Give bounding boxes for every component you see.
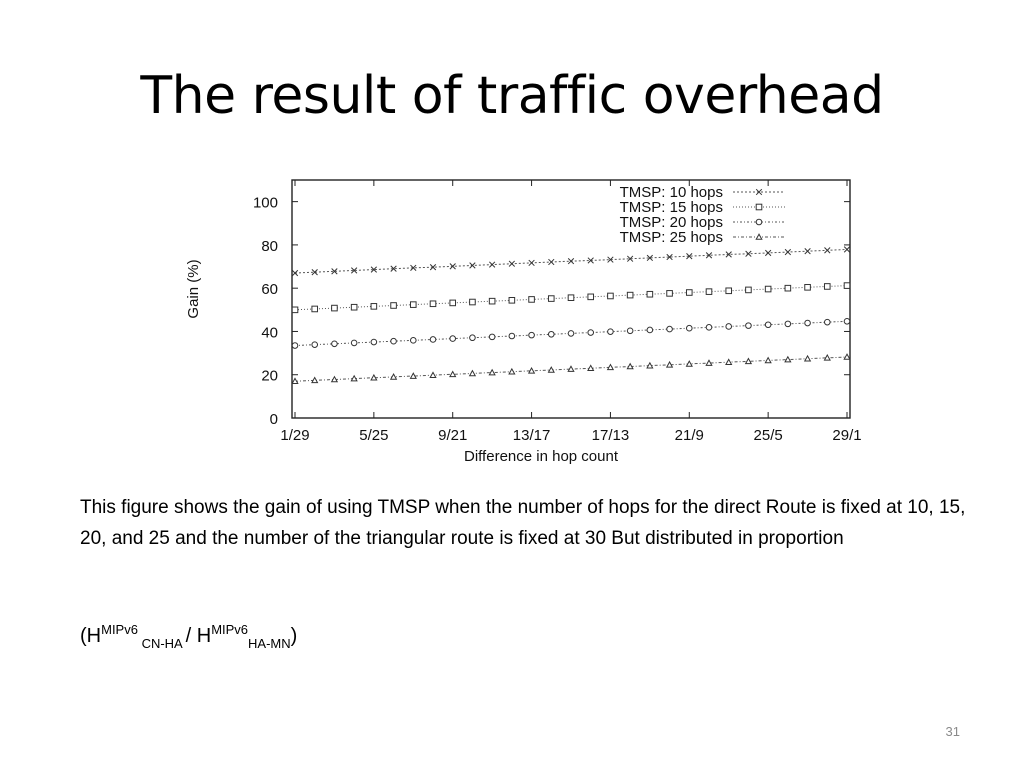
data-point	[509, 369, 515, 374]
data-point	[844, 318, 850, 324]
data-point	[548, 331, 554, 337]
series-2	[292, 283, 850, 313]
figure-description: This figure shows the gain of using TMSP when the number of hops for the direct Route is fixed at 10, 15, 20, and 25 and the number of the triangular route is fixed at 30 But distributed in proportion	[80, 497, 966, 549]
data-point	[351, 304, 357, 310]
data-point	[785, 321, 791, 327]
data-point	[292, 307, 298, 313]
data-point	[805, 320, 811, 326]
series-1	[292, 247, 850, 276]
y-tick-label: 40	[261, 324, 278, 342]
data-point	[568, 295, 574, 301]
x-axis-label: Difference in hop count	[464, 448, 618, 465]
data-point	[529, 368, 535, 373]
data-point	[647, 327, 653, 333]
data-point	[450, 264, 456, 270]
data-point	[410, 302, 416, 308]
slide-title: The result of traffic overhead	[140, 66, 884, 126]
data-point	[568, 366, 574, 371]
data-point	[489, 262, 495, 268]
formula-sup-2: MIPv6	[211, 622, 249, 637]
data-point	[489, 298, 495, 304]
page-number: 31	[945, 724, 960, 739]
data-point	[726, 288, 732, 294]
data-point	[824, 284, 830, 290]
data-point	[844, 247, 850, 253]
data-point	[686, 290, 692, 296]
data-point	[351, 340, 357, 346]
data-point	[430, 301, 436, 307]
data-point	[312, 378, 318, 383]
data-point	[548, 259, 554, 265]
data-point	[391, 303, 397, 309]
data-point	[450, 371, 456, 376]
data-point	[805, 356, 811, 361]
data-point	[746, 359, 752, 364]
data-point	[568, 258, 574, 264]
data-point	[548, 296, 554, 302]
data-point	[785, 357, 791, 362]
data-point	[568, 331, 574, 337]
data-point	[608, 329, 614, 335]
x-tick-label: 17/13	[591, 427, 630, 444]
data-point	[489, 370, 495, 375]
data-point	[292, 343, 298, 349]
data-point	[371, 375, 377, 380]
hop-ratio-formula	[80, 615, 297, 659]
data-point	[647, 291, 653, 297]
data-point	[667, 362, 673, 367]
data-point	[785, 285, 791, 291]
data-point	[450, 300, 456, 306]
data-point	[706, 289, 712, 295]
data-point	[765, 322, 771, 328]
data-point	[529, 297, 535, 303]
data-point	[608, 365, 614, 370]
data-point	[844, 283, 850, 289]
data-point	[548, 367, 554, 372]
x-tick-label: 21/9	[674, 427, 704, 444]
series-3	[292, 318, 850, 348]
data-point	[588, 365, 594, 370]
data-point	[509, 261, 515, 267]
data-point	[667, 291, 673, 297]
gain-chart	[168, 172, 868, 472]
data-point	[627, 292, 633, 298]
y-tick-label: 60	[261, 281, 278, 299]
data-point	[824, 319, 830, 325]
data-point	[470, 299, 476, 305]
data-point	[391, 338, 397, 344]
data-point	[529, 260, 535, 266]
data-point	[312, 306, 318, 312]
data-point	[706, 325, 712, 331]
legend-label: TMSP: 25 hops	[619, 229, 723, 246]
x-tick-label: 5/25	[359, 427, 389, 444]
data-point	[410, 338, 416, 344]
formula-open: (H	[80, 625, 102, 647]
data-point	[332, 377, 338, 382]
data-point	[746, 287, 752, 293]
data-point	[430, 372, 436, 377]
legend-label: TMSP: 20 hops	[619, 214, 723, 231]
data-point	[824, 248, 830, 254]
data-point	[312, 342, 318, 348]
data-point	[844, 354, 850, 359]
data-point	[765, 358, 771, 363]
formula-sub-1: CN-HA	[137, 636, 186, 651]
data-point	[450, 336, 456, 342]
legend-marker	[756, 234, 762, 239]
x-tick-label: 25/5	[753, 427, 783, 444]
formula-close: )	[290, 625, 298, 647]
x-tick-label: 13/17	[512, 427, 551, 444]
y-tick-label: 0	[269, 411, 278, 428]
data-point	[391, 374, 397, 379]
data-point	[746, 323, 752, 329]
data-point	[489, 334, 495, 340]
data-point	[726, 324, 732, 330]
data-point	[588, 330, 594, 336]
data-point	[292, 378, 298, 383]
legend-label: TMSP: 15 hops	[619, 199, 723, 216]
formula-sub-2: HA-MN	[248, 636, 291, 651]
data-point	[706, 360, 712, 365]
x-tick-label: 9/21	[438, 427, 468, 444]
x-tick-label: 1/29	[280, 427, 310, 444]
legend-marker	[756, 219, 762, 225]
formula-sup-1: MIPv6	[101, 622, 138, 637]
formula-divider: / H	[185, 625, 212, 647]
data-point	[627, 364, 633, 369]
data-point	[371, 304, 377, 310]
data-point	[332, 305, 338, 311]
data-point	[647, 363, 653, 368]
data-point	[746, 251, 752, 257]
data-point	[509, 333, 515, 339]
data-point	[509, 297, 515, 303]
gain-chart-svg	[168, 172, 868, 472]
data-point	[470, 371, 476, 376]
data-point	[627, 328, 633, 334]
series-4	[292, 354, 850, 383]
data-point	[332, 341, 338, 347]
data-point	[470, 335, 476, 341]
data-point	[430, 337, 436, 343]
legend-marker	[756, 204, 762, 210]
data-point	[608, 293, 614, 299]
data-point	[529, 332, 535, 338]
data-point	[805, 285, 811, 291]
data-point	[351, 376, 357, 381]
data-point	[588, 294, 594, 300]
y-tick-label: 20	[261, 367, 278, 385]
data-point	[667, 326, 673, 332]
data-point	[785, 249, 791, 255]
legend-label: TMSP: 10 hops	[619, 184, 723, 201]
y-axis-label: Gain (%)	[185, 259, 202, 319]
x-tick-label: 29/1	[832, 427, 862, 444]
data-point	[410, 373, 416, 378]
data-point	[805, 248, 811, 254]
data-point	[765, 250, 771, 256]
data-point	[686, 361, 692, 366]
data-point	[686, 325, 692, 331]
data-point	[470, 263, 476, 269]
data-point	[371, 339, 377, 345]
y-tick-label: 80	[261, 237, 278, 255]
data-point	[726, 359, 732, 364]
y-tick-label: 100	[252, 194, 278, 212]
data-point	[765, 286, 771, 292]
data-point	[824, 355, 830, 360]
